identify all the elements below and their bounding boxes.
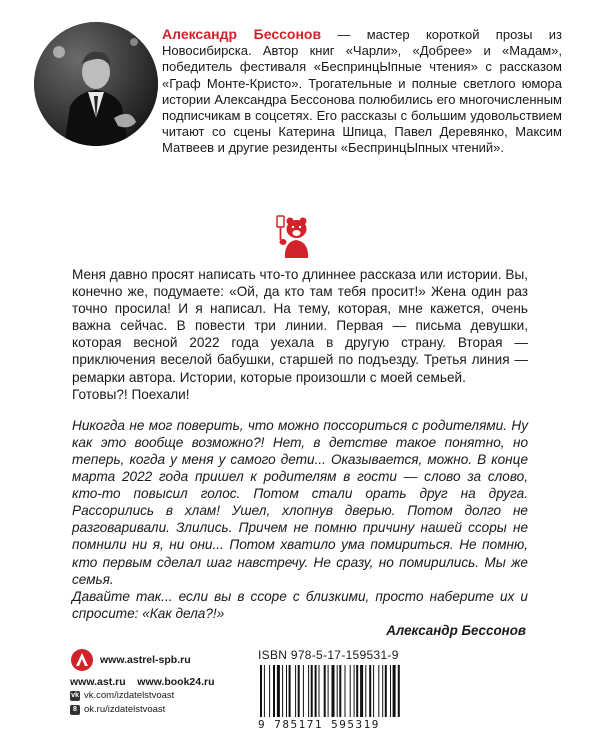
author-bio bbox=[162, 26, 562, 157]
site-links bbox=[70, 676, 215, 688]
author-signature: Александр Бессонов bbox=[386, 623, 526, 638]
closing-paragraph: Давайте так... если вы в ссоре с близкими, просто наберите их и спросите: «Как дела?!» bbox=[72, 588, 528, 621]
isbn: ISBN 978-5-17-159531-9 bbox=[258, 648, 399, 662]
intro-paragraph: Меня давно просят написать что-то длиннее рассказа или истории. Вы, конечно же, подумаете: «Ой, да кто там тебя просит!» Жена один раз точно просила! И я написал. На тему, которая, мне кажется, очень важна сейчас. В повести три линии. Первая — письма девушки, которая весной 2022 года уехала в другую страну. Вторая — приключения веселой бабушки, старшей по подъезду. Третья линия — ремарки автора. Истории, которые произошли с моей семьей. bbox=[72, 267, 528, 385]
vk-link[interactable]: vk.com/izdatelstvoast bbox=[84, 690, 175, 701]
vk-link-row[interactable] bbox=[70, 690, 174, 701]
ready-line: Готовы?! Поехали! bbox=[72, 386, 190, 402]
ok-link[interactable]: ok.ru/izdatelstvoast bbox=[84, 704, 166, 715]
publisher-logo-icon bbox=[70, 648, 94, 672]
ok-icon: 8 bbox=[70, 705, 80, 715]
story-paragraph: Никогда не мог поверить, что можно поссориться с родителями. Ну как это вообще возможно?! Нет, в детстве такое понятно, но теперь, когда у меня у самого дети... Оказывается, можно. В конце марта 2022 года пришел к родителям в гости — слово за слово, кто-то повысил голос. Потом стали орать друг на друга. Рассорились в хлам! Ушел, хлопнув дверью. Потом долго не разговаривали. Злились. Причем не помню причину нашей ссоры не помнили ни я, ни они... Потом хватило ума помириться. Не помню, кто первым сделал шаг навстречу. Не сразу, но помирились. Мы же семья. bbox=[72, 417, 528, 587]
site-book24-link[interactable]: www.book24.ru bbox=[137, 676, 215, 688]
author-name: Александр Бессонов bbox=[162, 26, 322, 42]
barcode-number: 9 785171 595319 bbox=[258, 718, 380, 731]
author-photo bbox=[34, 22, 158, 146]
site-astrel-link[interactable]: www.astrel-spb.ru bbox=[100, 654, 191, 666]
vk-icon: vk bbox=[71, 692, 79, 699]
ok-link-row[interactable] bbox=[70, 704, 165, 715]
author-bio-text: — мастер короткой прозы из Новосибирска. Автор книг «Чарли», «Добрее» и «Мадам», победитель фестиваля «БеспринцЫпные чтения» с рассказом «Граф Монте-Кристо». Трогательные и полные светлого юмора истории Александра Бессонова полюбились его многочисленным подписчикам в соцсетях. Его рассказы с большим удовольствием читают со сцены Катерина Шпица, Павел Деревянко, Максим Матвеев и другие резиденты «БеспринцЫпных чтений». bbox=[162, 27, 562, 156]
annotation-text bbox=[72, 266, 528, 622]
barcode bbox=[258, 665, 434, 717]
bear-illustration bbox=[268, 212, 318, 260]
site-ast-link[interactable]: www.ast.ru bbox=[70, 676, 126, 688]
